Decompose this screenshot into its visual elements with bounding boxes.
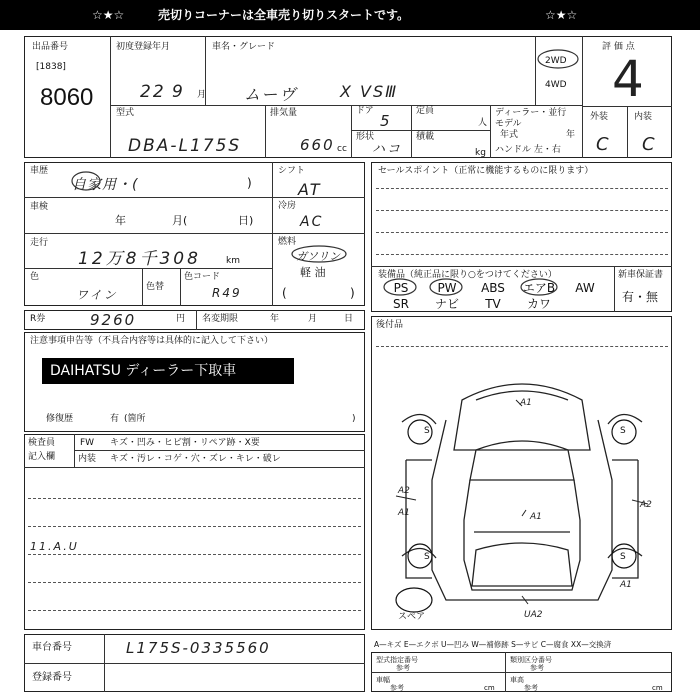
lot-sub: [1838] [36, 62, 66, 72]
capacity-unit: 人 [478, 118, 488, 128]
equip-navi: ナビ [434, 297, 459, 311]
shaken-label: 車検 [30, 202, 49, 212]
manual-year: 年 [270, 314, 280, 324]
spare-label: スペア [398, 612, 426, 622]
shift-label: シフト [278, 166, 306, 176]
banner-text: 売切りコーナーは全車売り切りスタートです。 [158, 8, 410, 22]
drive-4wd: 4WD [545, 80, 567, 90]
mileage-value: 12万8千308 [78, 249, 201, 269]
dealer-line3: 年式 [500, 130, 519, 140]
history-value: 自家用・( [72, 177, 139, 193]
banner-stars-left: ☆★☆ [92, 8, 125, 22]
displacement-unit: cc [337, 144, 347, 154]
recycle-unit: 円 [176, 314, 186, 324]
banner-stars-right: ☆★☆ [545, 8, 578, 22]
shape-value: ハコ [372, 142, 403, 157]
chassis-label: 車台番号 [32, 642, 72, 653]
equip-airbag: エアB [522, 281, 556, 295]
displacement-label: 排気量 [270, 108, 298, 118]
wheel-s-rr: S [620, 552, 626, 562]
score-int-label: 内装 [634, 112, 653, 122]
doors-value: 5 [380, 112, 392, 130]
shaken-year: 年 [115, 214, 126, 227]
equip-aw: AW [575, 281, 595, 295]
wheel-s-rl: S [424, 552, 430, 562]
manual-day: 日 [344, 314, 354, 324]
history-label: 車歴 [30, 166, 49, 176]
chassis-value: L175S-0335560 [126, 639, 271, 657]
diagram-mark-bumper: UA2 [524, 610, 543, 620]
dealer-trade-in-box: DAIHATSU ディーラー下取車 [42, 358, 294, 384]
score-value: 4 [612, 50, 646, 108]
fuel-opt1: ガソリン [296, 250, 340, 263]
notes-label: 注意事項申告等（不具合内容等は具体的に記入して下さい） [30, 336, 274, 346]
history-circle-mark [70, 170, 102, 192]
drive-circle-mark [536, 48, 582, 70]
equip-ps: PS [393, 281, 409, 295]
drive-2wd: 2WD [545, 56, 567, 66]
new-warranty-label: 新車保証書 [618, 270, 664, 280]
dealer-line4: ハンドル 左・右 [495, 145, 561, 155]
capacity-label: 定員 [416, 106, 435, 116]
displacement-value: 660 [300, 136, 335, 154]
repair-close: ) [352, 414, 356, 424]
inspector-int-label: 内装 [78, 454, 97, 464]
aircon-label: 冷房 [278, 201, 297, 211]
inspector-line1: 検査員 [28, 438, 56, 448]
equip-pw: PW [437, 281, 457, 295]
lot-label: 出品番号 [32, 42, 69, 52]
manual-month: 月 [308, 314, 318, 324]
car-name: ムーヴ [244, 85, 298, 104]
mileage-label: 走行 [30, 238, 49, 248]
diagram-mark-roof: A1 [520, 398, 532, 408]
footer-height: 車高 [510, 676, 524, 684]
fuel-opt2: 軽 油 [300, 266, 326, 279]
equip-abs: ABS [481, 281, 505, 295]
equip-tv: TV [485, 297, 501, 311]
sales-point-label: セールスポイント（正常に機能するものに限ります） [378, 166, 594, 176]
score-label: 評 価 点 [602, 42, 635, 52]
score-ext-label: 外装 [590, 112, 609, 122]
footer-type-no: 型式指定番号 [376, 656, 418, 664]
registration-month: 9 [172, 82, 185, 102]
score-int-value: C [642, 134, 657, 155]
new-warranty-value: 有・無 [622, 290, 659, 304]
color-value: ワイン [76, 288, 118, 302]
diagram-mark-rear-a1: A1 [620, 580, 632, 590]
color-code: R49 [212, 286, 242, 300]
load-unit: kg [475, 148, 486, 158]
after-market-label: 後付品 [376, 320, 404, 330]
load-label: 積載 [416, 132, 435, 142]
footer-height-unit: cm [652, 684, 663, 692]
shift-value: AT [298, 180, 322, 199]
inspector-exterior-codes: キズ・凹み・ヒビ割・リペア跡・X要 [110, 438, 260, 448]
footer-width: 車幅 [376, 676, 390, 684]
registration-month-unit: 月 [197, 90, 207, 100]
inspector-fw: FW [80, 438, 95, 448]
fuel-close: ) [350, 286, 355, 300]
fuel-circle-mark [290, 244, 348, 264]
wheel-s-fr: S [620, 426, 626, 436]
diagram-mark-left-a1: A1 [398, 508, 410, 518]
footer-class-ref: 参考 [530, 664, 544, 672]
footer-height-ref: 参考 [524, 684, 538, 692]
recycle-label: R券 [30, 314, 46, 324]
damage-legend: A—キズ E—エクボ U—凹み W—補修跡 S—サビ C—腐食 XX—交換済 [374, 640, 612, 649]
dealer-line3-unit: 年 [566, 130, 576, 140]
repair-label: 修復歴 [46, 414, 74, 424]
dealer-line1: ディーラー・並行 [495, 108, 567, 118]
plate-label: 登録番号 [32, 672, 72, 683]
car-label: 車名・グレード [212, 42, 276, 52]
model-value: DBA-L175S [128, 136, 242, 156]
recycle-value: 9260 [90, 311, 137, 329]
car-grade: X VSⅢ [340, 82, 399, 101]
manual-label: 名変期限 [202, 314, 239, 324]
equip-circle-marks [378, 276, 608, 298]
footer-width-unit: cm [484, 684, 495, 692]
fuel-label: 燃料 [278, 237, 297, 247]
inspection-note: 11.A.U [30, 540, 79, 553]
color-code-label: 色コード [184, 272, 221, 282]
aircon-value: AC [300, 214, 324, 230]
score-ext-value: C [596, 134, 611, 155]
repair-has: 有 [110, 414, 120, 424]
footer-type-ref: 参考 [396, 664, 410, 672]
registration-year: 22 [140, 82, 166, 102]
model-label: 型式 [116, 108, 135, 118]
history-close: ) [247, 176, 252, 190]
shaken-day: 日) [238, 214, 254, 227]
top-banner [0, 0, 700, 30]
wheel-s-fl: S [424, 426, 430, 436]
inspector-line2: 記入欄 [28, 452, 56, 462]
registration-label: 初度登録年月 [116, 42, 171, 52]
shape-label: 形状 [356, 132, 375, 142]
repair-open: (箇所 [124, 414, 146, 424]
fuel-open: ( [282, 286, 287, 300]
doors-label: ドア [356, 106, 374, 116]
equip-sr: SR [393, 297, 409, 311]
shaken-month: 月( [172, 214, 188, 227]
equipment-label: 装備品（純正品に限り○をつけてください） [378, 270, 557, 280]
equip-leather: カワ [526, 297, 551, 311]
diagram-mark-center: A1 [530, 512, 542, 522]
diagram-mark-left-a2: A2 [398, 486, 410, 496]
lot-number: 8060 [40, 84, 94, 111]
footer-class-no: 類別区分番号 [510, 656, 552, 664]
footer-width-ref: 参考 [390, 684, 404, 692]
inspector-interior-codes: キズ・汚レ・コゲ・穴・ズレ・キレ・破レ [110, 454, 281, 464]
diagram-mark-right-a2: A2 [640, 500, 652, 510]
dealer-line2: モデル [495, 119, 522, 129]
color-repaint: 色替 [146, 282, 165, 292]
color-label: 色 [30, 272, 40, 282]
mileage-unit: km [226, 256, 240, 266]
